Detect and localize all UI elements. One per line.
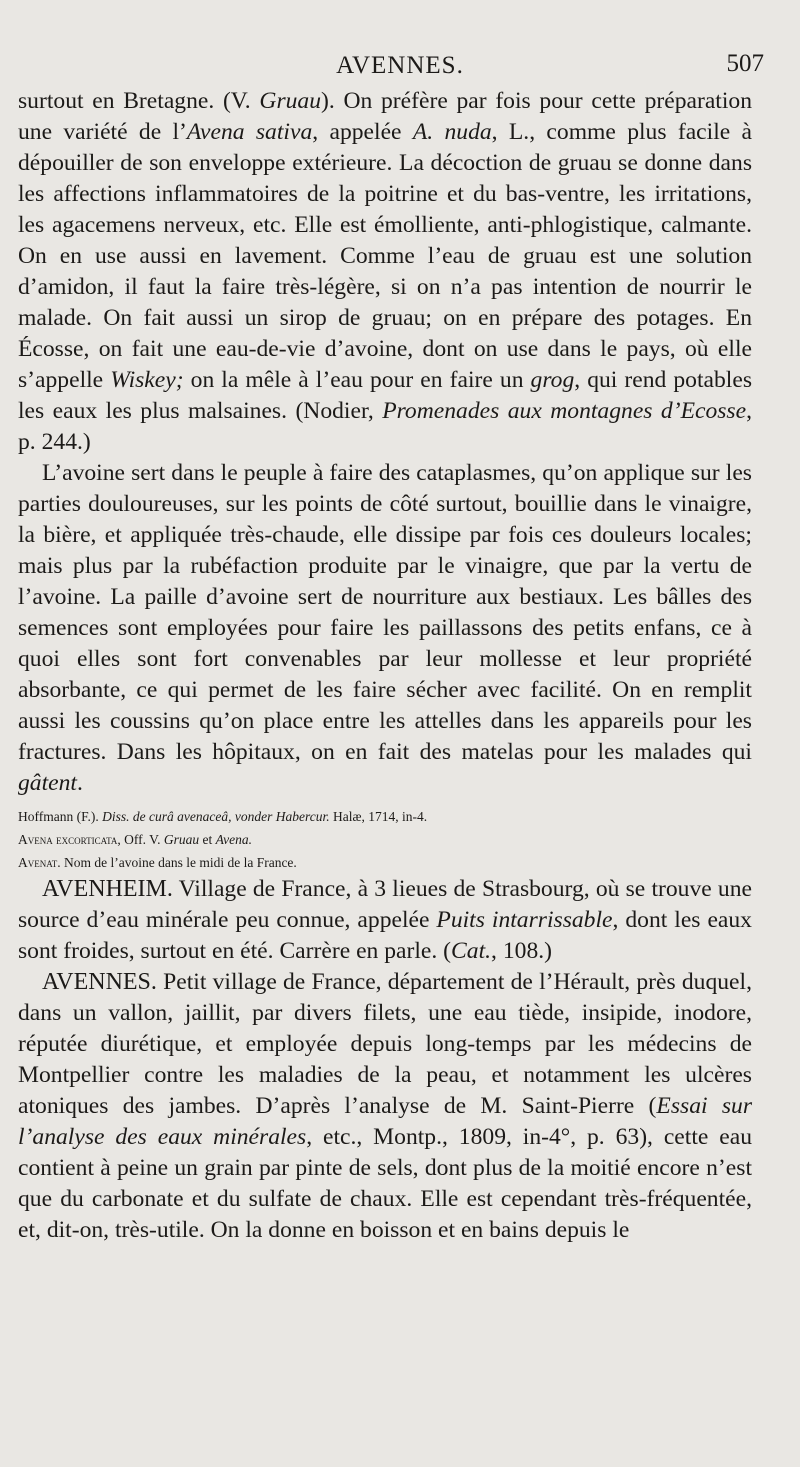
text-run: , L., comme plus facile à dépouiller de son enveloppe extérieure. La décoction de gruau se donne dans les affections inflammatoires de la poitrine et du bas-ventre, les irritations, les agacemens nerveux, etc. Elle est émolliente, anti-phlogistique, calmante. On en use aussi en lavement. Comme l’eau de gruau est une solution d’amidon, il faut la faire très-légère, si on n’a pas intention de nourrir le malade. On fait aussi un sirop de gruau; on en prépare des potages. En Écosse, on fait une eau-de-vie d’avoine, dont on use dans le pays, où elle s’appelle: [18, 119, 753, 393]
ref-avenat: [18, 851, 752, 874]
text-run: L’avoine sert dans le peuple à faire des cataplasmes, qu’on applique sur les parties douloureuses, sur les points de côté surtout, bouillie dans le vinaigre, la bière, et appliquée très-chaude, elle dissipe par fois ces douleurs locales; mais plus par la rubéfaction produite par le vinaigre, que par la vertu de l’avoine. La paille d’avoine sert de nourriture aux bestiaux. Les bâlles des semences sont employées pour faire les paillassons des petits enfans, ce à quoi elles sont fort convenables par leur mollesse et leur propriété absorbante, ce qui permet de les faire sécher avec facilité. On en remplit aussi les coussins qu’on place entre les attelles dans les appareils pour les fractures. Dans les hôpitaux, on en fait des matelas pour les malades qui: [18, 460, 752, 765]
text-body: [18, 86, 752, 1246]
italic-run: Cat.: [451, 938, 492, 964]
text-run: surtout en Bretagne. (V.: [18, 88, 260, 114]
text-run: Village de France, à 3 lieues de Strasbourg, où se trouve une source d’eau minérale peu connue, appelée: [18, 876, 752, 933]
italic-run: Gruau: [259, 88, 322, 114]
text-run: , 108.): [491, 938, 552, 964]
text-run: ). On préfère par fois pour cette préparation une variété de l’: [18, 88, 752, 145]
paragraph-gruau: [18, 86, 752, 458]
running-header: [0, 50, 800, 86]
text-run: , p. 244.): [18, 398, 752, 455]
bibliography-notes: [18, 805, 752, 874]
italic-run: Avena sativa: [186, 119, 313, 145]
entry-headword: AVENNES.: [42, 969, 157, 995]
running-title: AVENNES.: [336, 52, 464, 79]
italic-run: gâtent: [18, 770, 77, 796]
italic-run: grog: [530, 367, 575, 393]
text-run: , dont les eaux sont froides, surtout en été. Carrère en parle. (: [18, 907, 752, 964]
italic-run: Promenades aux montagnes d’Ecosse: [382, 398, 747, 424]
smallcaps-run: Avenat.: [18, 855, 61, 870]
smallcaps-run: Avena excorticata: [18, 832, 118, 847]
entry-avennes: [18, 967, 752, 1246]
text-run: , Off. V.: [117, 832, 164, 847]
entry-avenheim: [18, 874, 752, 967]
italic-run: Diss. de curâ avenaceâ, vonder Habercur.: [102, 809, 330, 824]
text-run: , etc., Montp., 1809, in-4°, p. 63), cette eau contient à peine un grain par pinte de sels, dont plus de la moitié encore n’est que du carbonate et du sulfate de chaux. Elle est cependant très-fréquentée, et, dit-on, très-utile. On la donne en boisson et en bains depuis le: [18, 1124, 752, 1243]
italic-run: Gruau: [163, 832, 200, 847]
italic-run: Puits intarrissable: [436, 907, 613, 933]
text-run: Nom de l’avoine dans le midi de la France.: [60, 855, 297, 870]
italic-run: A. nuda: [412, 119, 492, 145]
ref-hoffmann: [18, 805, 752, 828]
entry-headword: AVENHEIM.: [42, 876, 173, 902]
text-run: Hoffmann (F.).: [18, 809, 103, 824]
text-run: on la mêle à l’eau pour en faire un: [183, 367, 531, 393]
text-run: Petit village de France, département de l’Hérault, près duquel, dans un vallon, jaillit, par divers filets, une eau tiède, insipide, inodore, réputée diurétique, et employée depuis long-temps par les médecins de Montpellier contre les maladies de la peau, et notamment les ulcères atoniques des jambes. D’après l’analyse de M. Saint-Pierre (: [18, 969, 752, 1119]
text-run: Halæ, 1714, in-4.: [329, 809, 428, 824]
paragraph-uses: [18, 458, 752, 799]
text-run: .: [76, 770, 83, 796]
text-run: , appelée: [312, 119, 413, 145]
page-number: 507: [726, 50, 764, 77]
text-run: , qui rend potables les eaux les plus malsaines. (Nodier,: [18, 367, 753, 424]
italic-run: Essai sur l’analyse des eaux minérales: [18, 1093, 752, 1150]
ref-avena-excorticata: [18, 828, 752, 851]
italic-run: Avena.: [215, 832, 253, 847]
text-run: et: [199, 832, 216, 847]
italic-run: Wiskey;: [110, 367, 184, 393]
